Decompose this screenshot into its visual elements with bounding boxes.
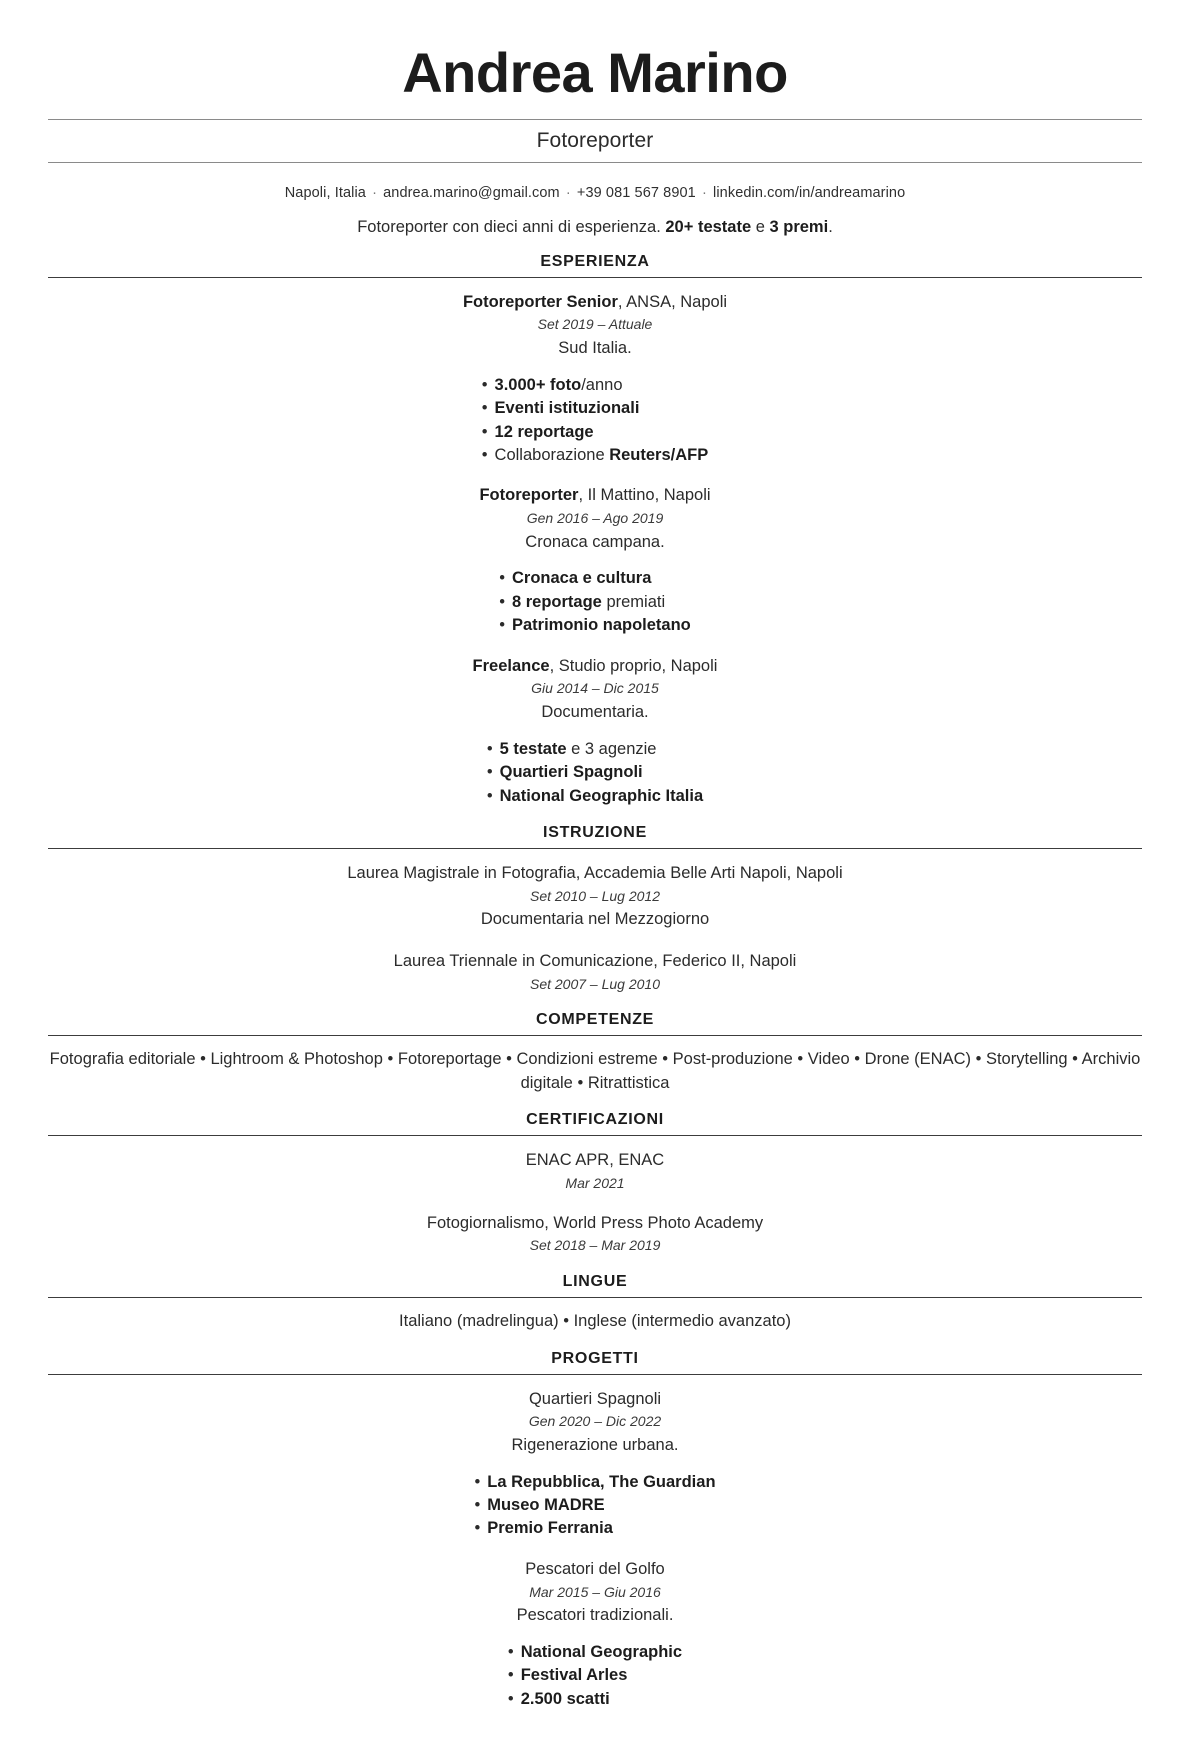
experience-entry-head: Fotoreporter, Il Mattino, Napoli <box>479 486 711 505</box>
education-entry-degree: Laurea Magistrale in Fotografia, Accademia Belle Arti Napoli, Napoli <box>347 863 843 882</box>
education-entry-dates: Set 2007 – Lug 2010 <box>529 975 660 992</box>
education-entries <box>48 861 1142 995</box>
skill-item: Ritrattistica <box>587 1073 670 1092</box>
experience-entry-desc: Sud Italia. <box>558 339 632 358</box>
section-languages <box>48 1273 1142 1333</box>
certification-entries <box>48 1148 1142 1257</box>
experience-entries <box>48 290 1142 808</box>
bullet-item: • Festival Arles <box>508 1664 682 1687</box>
project-entry-name: Quartieri Spagnoli <box>528 1389 662 1408</box>
project-entries <box>48 1387 1142 1712</box>
project-entry-dates: Gen 2020 – Dic 2022 <box>528 1413 662 1430</box>
project-entry <box>48 1387 1142 1541</box>
section-rule-languages <box>48 1297 1142 1298</box>
skill-item: Post-produzione <box>672 1050 793 1069</box>
project-entry-desc: Rigenerazione urbana. <box>511 1435 679 1454</box>
experience-entry <box>48 290 1142 468</box>
languages-list <box>48 1310 1142 1333</box>
section-title-certifications: CERTIFICAZIONI <box>526 1111 664 1129</box>
header-divider-bottom <box>48 162 1142 163</box>
skill-separator: • <box>657 1050 673 1069</box>
bullet-item: • Cronaca e cultura <box>499 567 691 590</box>
section-certifications <box>48 1111 1142 1257</box>
bullet-item: • Collaborazione Reuters/AFP <box>482 444 708 467</box>
section-title-skills: COMPETENZE <box>535 1011 655 1029</box>
certification-entry-name: Fotogiornalismo, World Press Photo Academy <box>426 1213 764 1232</box>
skill-item: Condizioni estreme <box>516 1050 658 1069</box>
section-projects <box>48 1350 1142 1712</box>
bullet-item: • Patrimonio napoletano <box>499 614 691 637</box>
contact-separator: · <box>697 184 712 201</box>
experience-entry-head: Fotoreporter Senior, ANSA, Napoli <box>462 292 728 311</box>
experience-entry-dates: Giu 2014 – Dic 2015 <box>531 680 659 697</box>
project-entry <box>48 1557 1142 1711</box>
bullet-item: • Quartieri Spagnoli <box>487 761 703 784</box>
project-entry-desc: Pescatori tradizionali. <box>516 1606 674 1625</box>
experience-entry-head: Freelance, Studio proprio, Napoli <box>472 656 718 675</box>
skill-separator: • <box>572 1073 588 1092</box>
certification-entry-dates: Set 2018 – Mar 2019 <box>529 1237 661 1254</box>
bullet-item: • Eventi istituzionali <box>482 397 708 420</box>
skill-item: Archivio digitale <box>520 1050 1141 1092</box>
language-item: Italiano (madrelingua) <box>399 1312 559 1331</box>
section-education <box>48 824 1142 995</box>
skill-item: Fotografia editoriale <box>49 1050 196 1069</box>
experience-entry <box>48 654 1142 808</box>
skill-separator: • <box>971 1050 986 1069</box>
bullet-item: • 12 reportage <box>482 421 708 444</box>
bullet-item: • 8 reportage premiati <box>499 591 691 614</box>
education-entry <box>48 949 1142 995</box>
certification-entry <box>48 1211 1142 1257</box>
experience-entry-dates: Gen 2016 – Ago 2019 <box>526 510 664 527</box>
contact-email: andrea.marino@gmail.com <box>383 184 560 201</box>
bullet-list <box>487 738 703 808</box>
bullet-item: • National Geographic Italia <box>487 785 703 808</box>
bullet-item: • National Geographic <box>508 1641 682 1664</box>
section-title-education: ISTRUZIONE <box>543 823 647 841</box>
skill-separator: • <box>382 1050 398 1069</box>
experience-entry-desc: Documentaria. <box>541 703 649 722</box>
education-entry-desc: Documentaria nel Mezzogiorno <box>480 910 710 929</box>
experience-entry <box>48 483 1142 637</box>
bullet-list <box>482 374 708 468</box>
section-rule-education <box>48 848 1142 849</box>
contact-phone: +39 081 567 8901 <box>576 184 696 201</box>
bullet-item: • Premio Ferrania <box>474 1517 715 1540</box>
contact-separator: · <box>367 184 382 201</box>
language-item: Inglese (intermedio avanzato) <box>573 1312 791 1331</box>
contact-location: Napoli, Italia <box>284 184 366 201</box>
section-title-projects: PROGETTI <box>551 1349 639 1367</box>
section-rule-experience <box>48 277 1142 278</box>
section-experience <box>48 253 1142 808</box>
section-rule-certifications <box>48 1135 1142 1136</box>
section-title-experience: ESPERIENZA <box>540 252 650 270</box>
education-entry-dates: Set 2010 – Lug 2012 <box>529 887 660 904</box>
skill-item: Drone (ENAC) <box>864 1050 972 1069</box>
skill-item: Fotoreportage <box>397 1050 502 1069</box>
section-title-languages: LINGUE <box>562 1273 628 1291</box>
project-entry-name: Pescatori del Golfo <box>525 1559 665 1578</box>
skill-separator: • <box>501 1050 517 1069</box>
project-entry-dates: Mar 2015 – Giu 2016 <box>529 1583 661 1600</box>
skill-separator: • <box>849 1050 865 1069</box>
certification-entry-name: ENAC APR, ENAC <box>525 1151 665 1170</box>
bullet-list <box>474 1471 715 1541</box>
skills-list <box>48 1048 1142 1095</box>
experience-entry-dates: Set 2019 – Attuale <box>537 316 653 333</box>
page-title: Andrea Marino <box>402 41 788 104</box>
certification-entry <box>48 1148 1142 1194</box>
summary-line: Fotoreporter con dieci anni di esperienza. 20+ testate e 3 premi. <box>357 217 833 236</box>
bullet-list <box>508 1641 682 1711</box>
experience-entry-desc: Cronaca campana. <box>525 532 665 551</box>
bullet-item: • 3.000+ foto/anno <box>482 374 708 397</box>
skill-separator: • <box>1067 1050 1082 1069</box>
bullet-item: • 2.500 scatti <box>508 1688 682 1711</box>
bullet-item: • 5 testate e 3 agenzie <box>487 738 703 761</box>
section-rule-projects <box>48 1374 1142 1375</box>
contact-linkedin: linkedin.com/in/andreamarino <box>713 184 906 201</box>
contact-line <box>48 185 1142 201</box>
skill-item: Lightroom & Photoshop <box>210 1050 383 1069</box>
bullet-list <box>499 567 691 637</box>
contact-separator: · <box>561 184 575 201</box>
education-entry-degree: Laurea Triennale in Comunicazione, Federico II, Napoli <box>393 951 797 970</box>
skill-item: Storytelling <box>985 1050 1068 1069</box>
certification-entry-dates: Mar 2021 <box>565 1174 625 1191</box>
skill-separator: • <box>195 1050 211 1069</box>
education-entry <box>48 861 1142 933</box>
bullet-item: • La Repubblica, The Guardian <box>474 1471 715 1494</box>
skill-separator: • <box>792 1050 808 1069</box>
job-title: Fotoreporter <box>536 128 654 152</box>
language-separator: • <box>558 1312 574 1331</box>
section-rule-skills <box>48 1035 1142 1036</box>
skill-item: Video <box>807 1050 850 1069</box>
bullet-item: • Museo MADRE <box>474 1494 715 1517</box>
section-skills <box>48 1011 1142 1095</box>
